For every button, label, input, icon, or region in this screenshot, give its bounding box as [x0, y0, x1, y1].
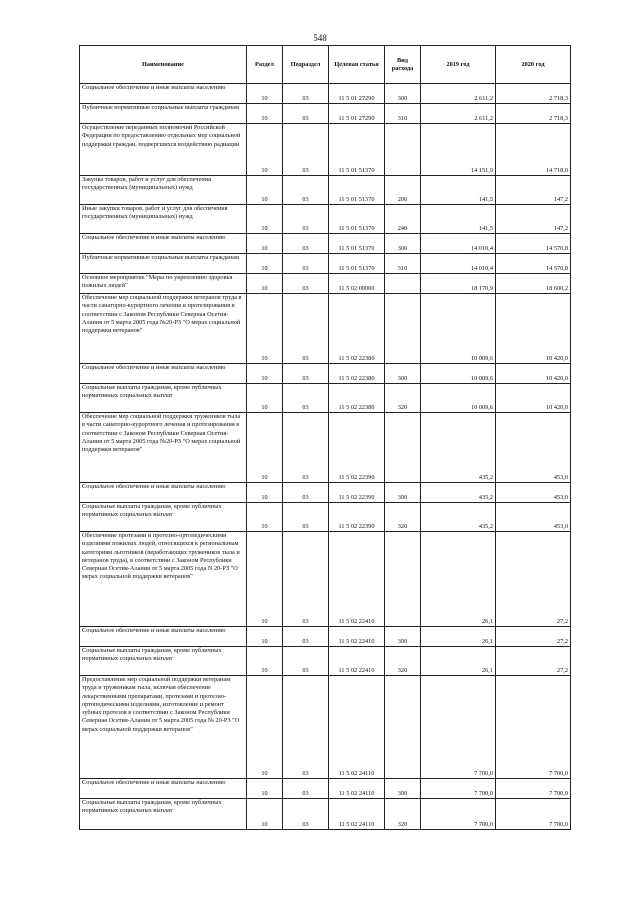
cell-target: 11 5 02 22380: [329, 294, 385, 364]
cell-name: Социальные выплаты гражданам, кроме публичных нормативных социальных выплат: [80, 799, 247, 830]
cell-2020: 14 570,8: [496, 234, 571, 254]
cell-2020: 14 718,0: [496, 124, 571, 176]
cell-exp-type: [385, 274, 421, 294]
cell-subsection: 03: [283, 205, 329, 234]
cell-target: 11 5 02 22410: [329, 627, 385, 647]
cell-section: 10: [247, 483, 283, 503]
cell-name: Публичные нормативные социальные выплаты гражданам: [80, 254, 247, 274]
cell-2020: 2 718,3: [496, 104, 571, 124]
col-header-subsection: Подраздел: [283, 46, 329, 84]
cell-subsection: 03: [283, 779, 329, 799]
cell-exp-type: 300: [385, 84, 421, 104]
cell-2020: 7 700,0: [496, 799, 571, 830]
cell-subsection: 03: [283, 254, 329, 274]
cell-2020: 453,0: [496, 503, 571, 532]
cell-2019: 435,2: [421, 483, 496, 503]
table-row: [80, 84, 571, 104]
cell-section: 10: [247, 274, 283, 294]
cell-2020: 27,2: [496, 647, 571, 676]
cell-2019: 435,2: [421, 413, 496, 483]
cell-target: 11 5 01 51370: [329, 254, 385, 274]
cell-2019: 14 010,4: [421, 234, 496, 254]
cell-section: 10: [247, 205, 283, 234]
cell-exp-type: [385, 294, 421, 364]
cell-name: Социальные выплаты гражданам, кроме публичных нормативных социальных выплат: [80, 647, 247, 676]
cell-2020: 10 420,0: [496, 384, 571, 413]
cell-subsection: 03: [283, 294, 329, 364]
cell-2019: 14 151,9: [421, 124, 496, 176]
cell-target: 11 5 02 22380: [329, 364, 385, 384]
table-row: [80, 532, 571, 627]
cell-target: 11 5 01 51370: [329, 176, 385, 205]
cell-2020: 7 700,0: [496, 779, 571, 799]
cell-name: Обеспечение мер социальной поддержки тружеников тыла в части санаторно-курортного лечения и протезирования в соответствии с Законом Республики Северная Осетия-Алания от 5 марта 2005 года №20-РЗ "О мерах социальной поддержки ветеранов": [80, 413, 247, 483]
cell-2019: 7 700,0: [421, 779, 496, 799]
cell-section: 10: [247, 384, 283, 413]
page-number: 548: [313, 33, 327, 43]
cell-name: Социальные выплаты гражданам, кроме публичных нормативных социальных выплат: [80, 503, 247, 532]
cell-target: 11 5 01 27290: [329, 104, 385, 124]
cell-section: 10: [247, 84, 283, 104]
cell-subsection: 03: [283, 84, 329, 104]
cell-subsection: 03: [283, 503, 329, 532]
table-row: [80, 676, 571, 779]
cell-section: 10: [247, 294, 283, 364]
cell-2019: 2 611,2: [421, 84, 496, 104]
cell-section: 10: [247, 676, 283, 779]
cell-name: Обеспечение протезами и протезно-ортопедическими изделиями пожилых людей, относящихся к региональным категориям льготников (neработающих тружеников тыла и ветеранов труда), в соответствии с Законом Республики Северная Осетия-Алания от 5 марта 2005 года N 20-РЗ "О мерах социальной поддержки ветеранов": [80, 532, 247, 627]
table-body: [80, 84, 571, 830]
cell-section: 10: [247, 779, 283, 799]
cell-target: 11 5 02 24110: [329, 779, 385, 799]
cell-2020: 10 420,0: [496, 294, 571, 364]
cell-exp-type: 310: [385, 254, 421, 274]
cell-exp-type: 300: [385, 779, 421, 799]
cell-subsection: 03: [283, 234, 329, 254]
cell-name: Социальное обеспечение и иные выплаты населению: [80, 84, 247, 104]
table-row: [80, 627, 571, 647]
cell-2019: 141,5: [421, 205, 496, 234]
cell-exp-type: 240: [385, 205, 421, 234]
cell-2019: 7 700,0: [421, 799, 496, 830]
cell-2020: 14 570,8: [496, 254, 571, 274]
cell-name: Социальное обеспечение и иные выплаты населению: [80, 483, 247, 503]
cell-section: 10: [247, 124, 283, 176]
cell-2020: 7 700,0: [496, 676, 571, 779]
cell-exp-type: [385, 676, 421, 779]
table-row: [80, 413, 571, 483]
cell-subsection: 03: [283, 676, 329, 779]
cell-2020: 147,2: [496, 176, 571, 205]
cell-subsection: 03: [283, 274, 329, 294]
col-header-exp-type: Вид расхода: [385, 46, 421, 84]
cell-2019: 10 009,6: [421, 364, 496, 384]
cell-exp-type: 310: [385, 104, 421, 124]
cell-target: 11 5 02 22410: [329, 532, 385, 627]
table-row: [80, 205, 571, 234]
table-row: [80, 176, 571, 205]
table-row: [80, 124, 571, 176]
cell-2020: 10 420,0: [496, 364, 571, 384]
table-row: [80, 294, 571, 364]
col-header-target: Целевая статья: [329, 46, 385, 84]
cell-name: Публичные нормативные социальные выплаты гражданам: [80, 104, 247, 124]
cell-name: Закупка товаров, работ и услуг для обеспечения государственных (муниципальных) нужд: [80, 176, 247, 205]
cell-2019: 26,1: [421, 532, 496, 627]
cell-2019: 141,5: [421, 176, 496, 205]
cell-subsection: 03: [283, 483, 329, 503]
cell-2019: 26,1: [421, 627, 496, 647]
cell-subsection: 03: [283, 124, 329, 176]
cell-name: Осуществление переданных полномочий Российской Федерации по предоставлению отдельных мер социальной поддержки граждан, подвергшихся воздействию радиации: [80, 124, 247, 176]
cell-exp-type: 320: [385, 503, 421, 532]
cell-subsection: 03: [283, 364, 329, 384]
cell-2019: 18 170,9: [421, 274, 496, 294]
table-row: [80, 104, 571, 124]
cell-name: Социальное обеспечение и иные выплаты населению: [80, 364, 247, 384]
cell-section: 10: [247, 532, 283, 627]
cell-exp-type: 300: [385, 627, 421, 647]
cell-target: 11 5 02 22390: [329, 413, 385, 483]
cell-2019: 26,1: [421, 647, 496, 676]
cell-2020: 2 718,3: [496, 84, 571, 104]
cell-subsection: 03: [283, 799, 329, 830]
cell-name: Социальное обеспечение и иные выплаты населению: [80, 779, 247, 799]
cell-target: 11 5 02 24110: [329, 676, 385, 779]
cell-section: 10: [247, 176, 283, 205]
cell-2019: 7 700,0: [421, 676, 496, 779]
cell-subsection: 03: [283, 176, 329, 205]
cell-2020: 453,0: [496, 413, 571, 483]
table-row: [80, 779, 571, 799]
table-row: [80, 254, 571, 274]
table-row: [80, 364, 571, 384]
cell-subsection: 03: [283, 647, 329, 676]
cell-2019: 10 009,6: [421, 294, 496, 364]
cell-2019: 2 611,2: [421, 104, 496, 124]
cell-2020: 453,0: [496, 483, 571, 503]
table-row: [80, 274, 571, 294]
table-header-row: [80, 46, 571, 84]
cell-section: 10: [247, 627, 283, 647]
cell-target: 11 5 02 22390: [329, 503, 385, 532]
col-header-2019: 2019 год: [421, 46, 496, 84]
cell-2020: 147,2: [496, 205, 571, 234]
table-row: [80, 483, 571, 503]
cell-name: Социальные выплаты гражданам, кроме публичных нормативных социальных выплат: [80, 384, 247, 413]
cell-name: Социальное обеспечение и иные выплаты населению: [80, 234, 247, 254]
cell-section: 10: [247, 413, 283, 483]
table-row: [80, 647, 571, 676]
cell-2019: 10 009,6: [421, 384, 496, 413]
cell-name: Предоставление мер социальной поддержки ветеранам труда и труженикам тыла, включая обеспечение лекарственными препаратами, протезами и протезно-ортопедическими изделиями, изготовление и ремонт зубных протезов в соответствии с Законом Республики Северная Осетия-Алания от 5 марта 2005 года № 20-РЗ "О мерах социальной поддержки ветеранов": [80, 676, 247, 779]
cell-section: 10: [247, 104, 283, 124]
cell-exp-type: [385, 532, 421, 627]
cell-target: 11 5 02 22380: [329, 384, 385, 413]
cell-exp-type: [385, 413, 421, 483]
cell-subsection: 03: [283, 413, 329, 483]
cell-target: 11 5 01 51370: [329, 124, 385, 176]
cell-section: 10: [247, 799, 283, 830]
cell-target: 11 5 02 22410: [329, 647, 385, 676]
table-row: [80, 384, 571, 413]
cell-target: 11 5 02 24110: [329, 799, 385, 830]
col-header-name: Наименование: [80, 46, 247, 84]
cell-subsection: 03: [283, 384, 329, 413]
col-header-2020: 2020 год: [496, 46, 571, 84]
cell-name: Основное мероприятие "Меры по укреплению здоровья пожилых людей": [80, 274, 247, 294]
cell-target: 11 5 02 00000: [329, 274, 385, 294]
cell-exp-type: 320: [385, 647, 421, 676]
cell-name: Иные закупки товаров, работ и услуг для обеспечения государственных (муниципальных) нужд: [80, 205, 247, 234]
cell-target: 11 5 01 51370: [329, 205, 385, 234]
cell-2020: 27,2: [496, 532, 571, 627]
cell-2019: 435,2: [421, 503, 496, 532]
cell-section: 10: [247, 647, 283, 676]
cell-section: 10: [247, 234, 283, 254]
cell-section: 10: [247, 254, 283, 274]
cell-subsection: 03: [283, 104, 329, 124]
table-row: [80, 503, 571, 532]
cell-2019: 14 010,4: [421, 254, 496, 274]
table-row: [80, 234, 571, 254]
cell-2020: 27,2: [496, 627, 571, 647]
cell-exp-type: 300: [385, 364, 421, 384]
col-header-section: Раздел: [247, 46, 283, 84]
cell-exp-type: 320: [385, 384, 421, 413]
cell-subsection: 03: [283, 532, 329, 627]
cell-section: 10: [247, 364, 283, 384]
cell-name: Обеспечение мер социальной поддержки ветеранов труда в части санаторно-курортного лечения и протезирования в соответствии с Законом Республики Северная Осетия-Алания от 5 марта 2005 года №20-РЗ "О мерах социальной поддержки ветеранов": [80, 294, 247, 364]
table-row: [80, 799, 571, 830]
cell-target: 11 5 02 22390: [329, 483, 385, 503]
cell-exp-type: 320: [385, 799, 421, 830]
cell-section: 10: [247, 503, 283, 532]
budget-table: [79, 45, 571, 830]
cell-target: 11 5 01 51370: [329, 234, 385, 254]
cell-subsection: 03: [283, 627, 329, 647]
cell-2020: 18 600,2: [496, 274, 571, 294]
cell-target: 11 5 01 27290: [329, 84, 385, 104]
cell-name: Социальное обеспечение и иные выплаты населению: [80, 627, 247, 647]
cell-exp-type: [385, 124, 421, 176]
cell-exp-type: 300: [385, 483, 421, 503]
cell-exp-type: 300: [385, 234, 421, 254]
cell-exp-type: 200: [385, 176, 421, 205]
